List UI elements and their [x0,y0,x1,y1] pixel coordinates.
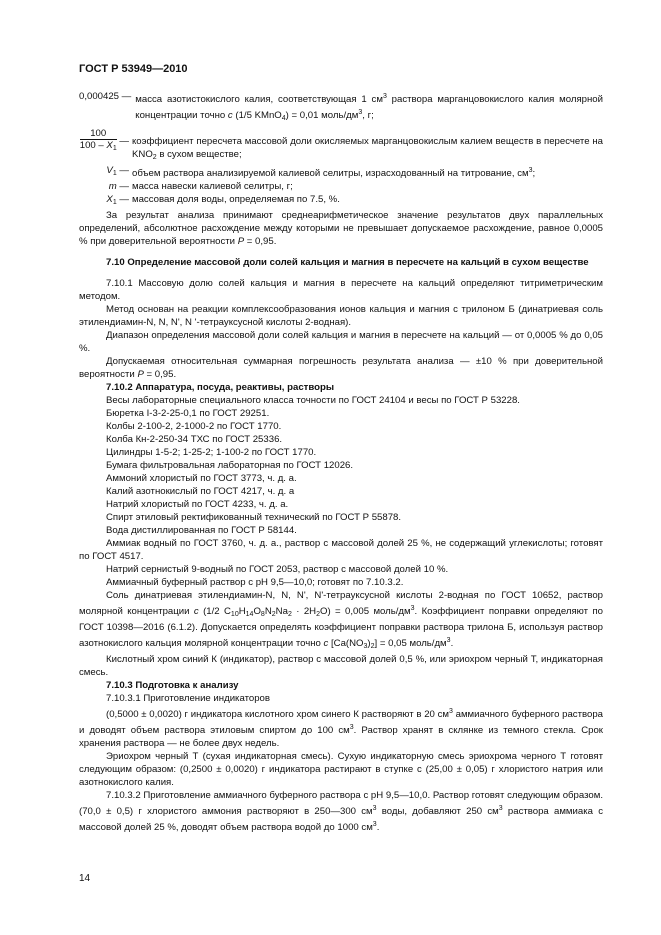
superscript: 3 [349,724,354,731]
section-heading-7-10-3: 7.10.3 Подготовка к анализу [106,680,239,691]
list-item: Весы лабораторные специального класса точности по ГОСТ 24104 и весы по ГОСТ Р 53228. [106,395,520,406]
subscript: 8 [260,611,265,618]
subscript: 4 [281,115,286,122]
text: За результат анализа принимают среднеарифметическое значение результатов двух параллельных определений, абсолютное расхождение между которыми не превышает допускаемое расхождение, равное 0,0005 % при доверительной вероятности [79,210,603,247]
list-item: Натрий сернистый 9-водный по ГОСТ 2053, раствор с массовой долей 10 %. [106,564,449,575]
text: ) [367,638,371,649]
variable: m [108,181,117,192]
text: Допускаемая относительная суммарная погрешность результата анализа — ±10 % при доверительной вероятности [79,356,603,380]
subscript: 2 [316,611,320,618]
variable: с [227,110,233,121]
fraction-denominator [80,140,117,154]
text: аммиачного буферного раствора и доводят объем раствора этиловым спиртом до 100 см [79,709,603,736]
document-header: ГОСТ Р 53949—2010 [79,63,188,75]
list-item: Калий азотнокислый по ГОСТ 4217, ч. д. а [106,486,295,497]
text: H [238,606,246,617]
definition-symbol [79,193,132,209]
paragraph: 7.10.1 Массовую долю солей кальция и магния в пересчете на кальций определяют титриметрическим методом. [79,278,603,302]
text: O [253,606,261,617]
subscript: 1 [112,170,117,177]
text: ] = 0,05 моль/дм [374,638,447,649]
text: ; [532,168,536,179]
variable: X [106,194,113,205]
definition-text: массовая доля воды, определяемая по 7.5, %. [132,194,340,205]
text: Na [275,606,288,617]
text: Соль динатриевая этилендиамин-N, N, N', N'-тетрауксусной кислоты 2-водная по ГОСТ 10652, раствор молярной концентрации [79,590,603,617]
dash: — [116,165,129,176]
subscript: 1 [112,145,117,152]
document-body [79,90,603,834]
definition-text [132,164,603,180]
text: [Ca(NO [328,638,364,649]
variable: X [106,140,113,151]
subscript: 2 [370,643,375,650]
dash: — [116,135,129,147]
list-item: Вода дистиллированная по ГОСТ Р 58144. [106,525,297,536]
superscript: 3 [372,821,377,828]
text: 7.10.3.2 Приготовление аммиачного буферного раствора с рН 9,5—10,0. Раствор готовят следующим образом. (70,0 ± 0,5) г хлористого аммония растворяют в 250—300 см [79,790,603,817]
text: N [264,606,272,617]
text: коэффициент пересчета массовой доли окисляемых марганцовокислым калием веществ в пересчете на KNO [132,136,603,160]
superscript: 3 [449,708,453,715]
subscript: 1 [112,199,117,206]
paragraph [79,355,603,381]
fraction [80,128,117,154]
superscript: 3 [498,805,503,812]
text: воды, добавляют 250 см [376,806,499,817]
list-item: Бумага фильтровальная лабораторная по ГОСТ 12026. [106,460,354,471]
paragraph: Диапазон определения массовой доли солей кальция и магния в пересчете на кальций — от 0,0005 % до 0,05 %. [79,330,603,354]
fraction-numerator: 100 [80,128,117,140]
subscript: 2 [152,154,157,161]
text: масса азотистокислого калия, соответствующая 1 см [135,94,383,105]
list-item: Аммиачный буферный раствор с рН 9,5—10,0; готовят по 7.10.3.2. [106,577,404,588]
paragraph: Метод основан на реакции комплексообразования ионов кальция и магния с трилоном Б (динатриевая соль этилендиамин-N, N, N', N '-тетрауксусной кислоты 2-водная). [79,304,603,328]
definition-symbol [79,180,132,193]
page-number: 14 [79,873,91,884]
dash: — [116,181,129,192]
variable: с [323,638,329,649]
definition-row-coefficient [79,128,603,164]
paragraph [79,789,603,834]
result-paragraph [79,209,603,248]
superscript: 3 [358,109,363,116]
text: раствора марганцовокислого калия молярной концентрации точно [135,94,603,121]
list-item: Колбы 2-100-2, 2-1000-2 по ГОСТ 1770. [106,421,282,432]
text: в сухом веществе; [156,149,242,160]
text: . [450,638,454,649]
trilon-paragraph [79,589,603,653]
text: раствора аммиака с массовой долей 25 %, доводят объем раствора водой до 1000 см [79,806,603,833]
definition-row-0000425 [79,90,603,125]
definition-text: масса навески калиевой селитры, г; [132,181,293,192]
section-heading-7-10: 7.10 Определение массовой доли солей кальция и магния в пересчете на кальций в сухом веществе [106,257,589,268]
definition-row-m [79,180,603,193]
subscript: 2 [287,611,292,618]
variable: V [106,165,113,176]
text: · 2H [291,606,317,617]
list-item: Цилиндры 1-5-2; 1-25-2; 1-100-2 по ГОСТ 1770. [106,447,317,458]
variable: P [237,236,245,247]
text: (1/2 C [198,606,231,617]
dash: — [116,194,129,205]
subscript: 3 [363,643,368,650]
definition-symbol [79,164,132,180]
text: (1/5 KMnO [232,110,282,121]
superscript: 3 [528,167,533,174]
list-item: Спирт этиловый ректификованный технический по ГОСТ Р 55878. [106,512,402,523]
definition-row-v1 [79,164,603,180]
text: (0,5000 ± 0,0020) г индикатора кислотного хром синего К растворяют в 20 см [106,709,449,720]
subsection-heading: 7.10.3.1 Приготовление индикаторов [106,693,270,704]
paragraph [79,705,603,750]
definition-symbol [79,128,132,154]
list-item: Бюретка I-3-2-25-0,1 по ГОСТ 29251. [106,408,270,419]
list-item: Аммоний хлористый по ГОСТ 3773, ч. д. а. [106,473,297,484]
subscript: 2 [271,611,276,618]
text: объем раствора анализируемой калиевой селитры, израсходованный на титрование, см [132,168,529,179]
variable: P [137,369,144,380]
text: O) = 0,005 моль/дм [320,606,411,617]
superscript: 3 [410,605,415,612]
superscript: 3 [446,637,451,644]
definition-row-x1 [79,193,603,209]
definition-text [135,90,603,125]
paragraph: Кислотный хром синий К (индикатор), раствор с массовой долей 0,5 %, или эриохром черный Т, индикаторная смесь. [79,654,603,678]
subscript: 10 [230,611,239,618]
text: . Коэффициент поправки определяют по ГОСТ 10398—2016 (6.1.2). Допускается определять коэффициент поправки раствора трилона Б, используя раствор азотнокислого кальция молярной концентрации точно [79,606,603,649]
subscript: 14 [245,611,254,618]
text: . [376,822,380,833]
text: = 0,95. [244,236,277,247]
text: 100 – [79,140,107,151]
superscript: 3 [372,805,377,812]
superscript: 3 [382,93,387,100]
list-item: Аммиак водный по ГОСТ 3760, ч. д. а., раствор с массовой долей 25 %, не содержащий углекислоты; готовят по ГОСТ 4517. [79,538,603,562]
list-item: Колба Кн-2-250-34 ТХС по ГОСТ 25336. [106,434,283,445]
text: , г; [362,110,374,121]
variable: с [193,606,199,617]
list-item: Натрий хлористый по ГОСТ 4233, ч. д. а. [106,499,289,510]
definition-text [132,128,603,164]
text: . Раствор хранят в склянке из темного стекла. Срок хранения раствора — не более двух недель. [79,725,603,749]
text: ) = 0,01 моль/дм [285,110,359,121]
paragraph: Эриохром черный Т (сухая индикаторная смесь). Сухую индикаторную смесь эриохрома черного Т готовят следующим образом: (0,2500 ± 0,0020) г индикатора растирают в ступке с (25,00 ± 0,05) г хлористого натрия или азотнокислого калия. [79,751,603,788]
definition-symbol: 0,000425 — [79,91,132,102]
text: = 0,95. [143,369,177,380]
section-heading-7-10-2: 7.10.2 Аппаратура, посуда, реактивы, растворы [106,382,335,393]
